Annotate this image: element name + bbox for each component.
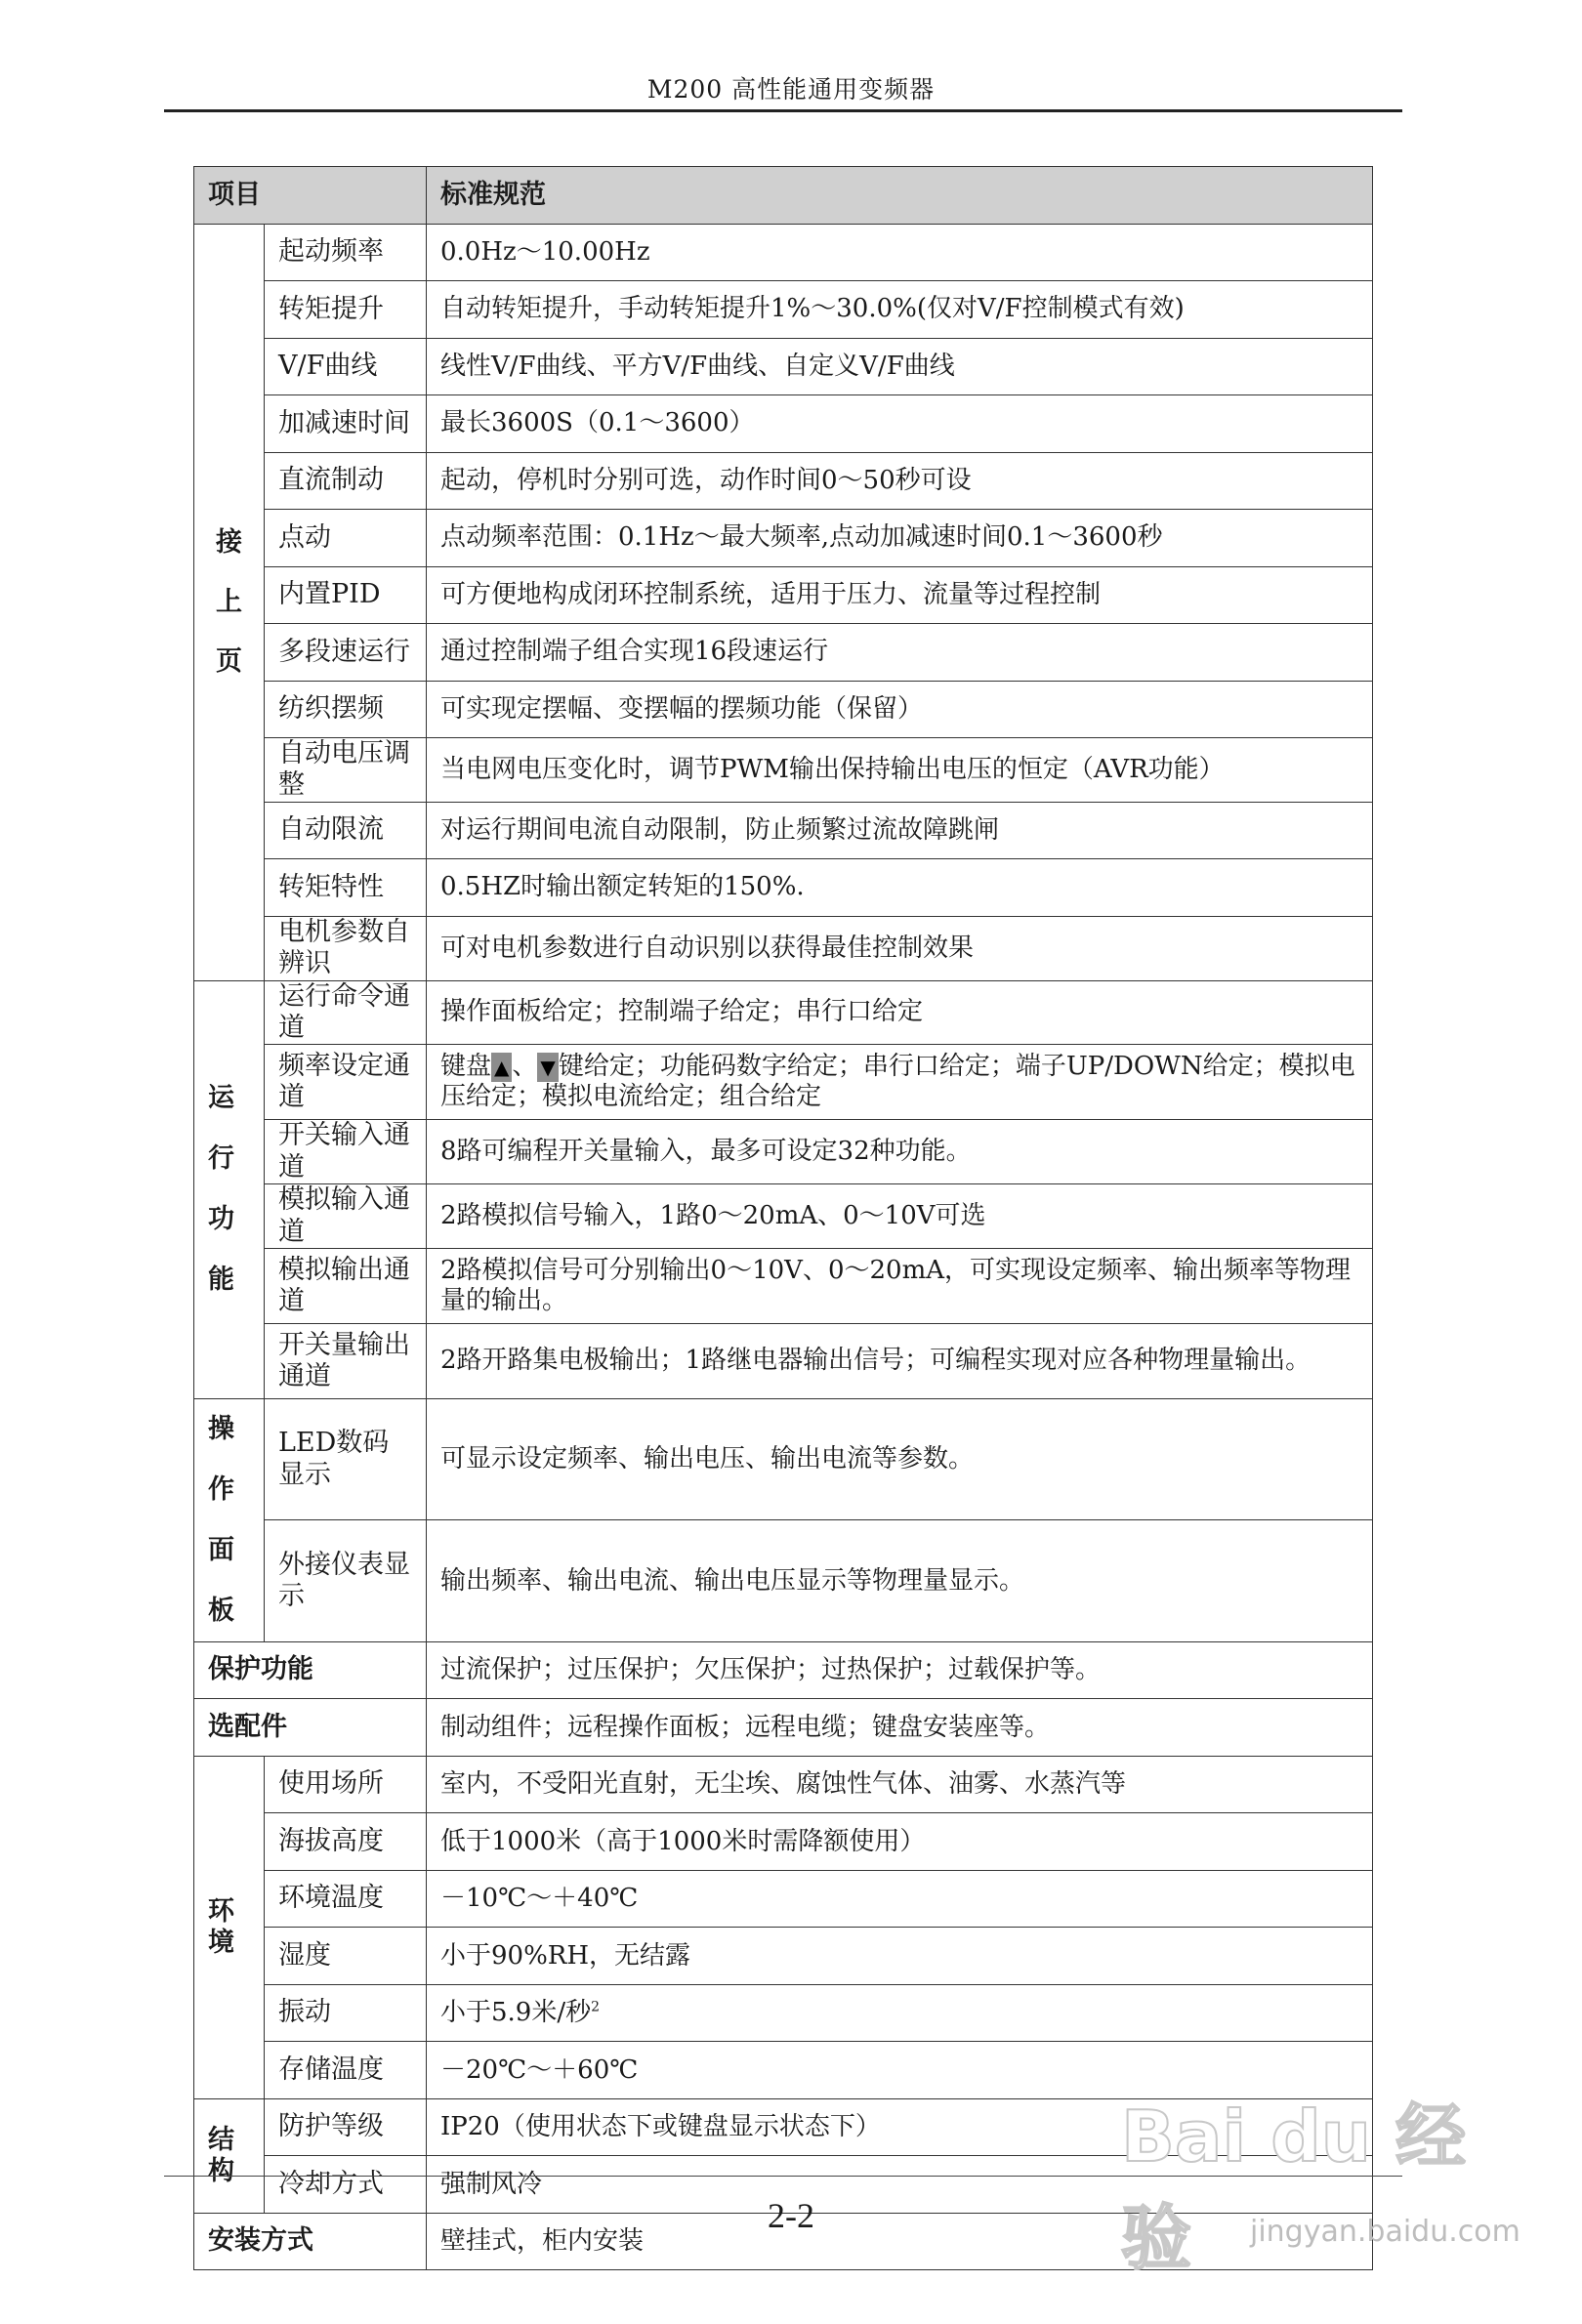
value-cell: 0.5HZ时输出额定转矩的150%. xyxy=(427,859,1373,917)
category-cell: 环境 xyxy=(194,1756,265,2098)
value-cell: 小于90%RH，无结露 xyxy=(427,1928,1373,1985)
table-row xyxy=(194,1520,1373,1642)
value-text: 、 xyxy=(512,1052,538,1082)
item-cell: 模拟输入通道 xyxy=(265,1184,427,1249)
item-cell: 转矩提升 xyxy=(265,281,427,339)
value-cell: 输出频率、输出电流、输出电压显示等物理量显示。 xyxy=(427,1520,1373,1642)
value-cell: 壁挂式，柜内安装 xyxy=(427,2213,1373,2270)
value-cell: 2路模拟信号可分别输出0～10V、0～20mA，可实现设定频率、输出频率等物理量的输出。 xyxy=(427,1248,1373,1323)
value-cell: 2路模拟信号输入，1路0～20mA、0～10V可选 xyxy=(427,1184,1373,1249)
category-cell: 安装方式 xyxy=(194,2213,427,2270)
table-row xyxy=(194,1928,1373,1985)
category-line: 功能 xyxy=(208,1204,234,1296)
table-row xyxy=(194,738,1373,803)
category-line: 面板 xyxy=(208,1534,234,1626)
value-cell: 可对电机参数进行自动识别以获得最佳控制效果 xyxy=(427,916,1373,980)
item-cell: 自动限流 xyxy=(265,802,427,859)
table-row xyxy=(194,1641,1373,1699)
value-cell: 点动频率范围：0.1Hz～最大频率,点动加减速时间0.1～3600秒 xyxy=(427,510,1373,567)
item-cell: 振动 xyxy=(265,1984,427,2042)
value-cell: 可显示设定频率、输出电压、输出电流等参数。 xyxy=(427,1398,1373,1520)
category-line: 页 xyxy=(216,646,242,678)
category-cell xyxy=(194,1398,265,1641)
watermark-url: jingyan.baidu.com xyxy=(1250,2215,1520,2249)
table-row xyxy=(194,1756,1373,1813)
item-cell: 电机参数自辨识 xyxy=(265,916,427,980)
value-cell: 室内，不受阳光直射，无尘埃、腐蚀性气体、油雾、水蒸汽等 xyxy=(427,1756,1373,1813)
column-header-spec: 标准规范 xyxy=(427,167,1373,225)
value-cell: 通过控制端子组合实现16段速运行 xyxy=(427,624,1373,682)
value-cell: －20℃～＋60℃ xyxy=(427,2042,1373,2099)
item-cell: 使用场所 xyxy=(265,1756,427,1813)
table-row xyxy=(194,1323,1373,1398)
item-cell: V/F曲线 xyxy=(265,338,427,395)
category-cell xyxy=(194,980,265,1398)
table-row xyxy=(194,802,1373,859)
value-cell: 0.0Hz～10.00Hz xyxy=(427,224,1373,281)
header-title: M200 高性能通用变频器 xyxy=(646,75,936,104)
table-row xyxy=(194,624,1373,682)
value-cell: 自动转矩提升，手动转矩提升1%～30.0%(仅对V/F控制模式有效) xyxy=(427,281,1373,339)
table-row xyxy=(194,1120,1373,1184)
down-arrow-key-icon: ▼ xyxy=(537,1053,558,1082)
item-cell: 外接仪表显示 xyxy=(265,1520,427,1642)
table-row xyxy=(194,980,1373,1045)
category-cell xyxy=(194,224,265,980)
table-row xyxy=(194,916,1373,980)
table-row xyxy=(194,1984,1373,2042)
item-cell: 开关输入通道 xyxy=(265,1120,427,1184)
item-cell: 防护等级 xyxy=(265,2098,427,2156)
item-cell: 湿度 xyxy=(265,1928,427,1985)
table-row xyxy=(194,281,1373,339)
value-text: 小于5.9米/秒 xyxy=(440,1998,592,2028)
value-cell: 可实现定摆幅、变摆幅的摆频功能（保留） xyxy=(427,681,1373,738)
value-cell: 对运行期间电流自动限制，防止频繁过流故障跳闸 xyxy=(427,802,1373,859)
table-row xyxy=(194,224,1373,281)
value-cell: 操作面板给定；控制端子给定；串行口给定 xyxy=(427,980,1373,1045)
table-row xyxy=(194,1184,1373,1249)
value-cell: 起动，停机时分别可选，动作时间0～50秒可设 xyxy=(427,452,1373,510)
table-header-row xyxy=(194,167,1373,225)
value-cell: 2路开路集电极输出；1路继电器输出信号；可编程实现对应各种物理量输出。 xyxy=(427,1323,1373,1398)
item-cell: 存储温度 xyxy=(265,2042,427,2099)
item-cell: 自动电压调整 xyxy=(265,738,427,803)
page-number: 2-2 xyxy=(768,2196,814,2235)
value-cell: 低于1000米（高于1000米时需降额使用） xyxy=(427,1813,1373,1871)
value-cell: 可方便地构成闭环控制系统，适用于压力、流量等过程控制 xyxy=(427,566,1373,624)
item-cell: 加减速时间 xyxy=(265,395,427,453)
category-cell: 选配件 xyxy=(194,1699,427,1757)
table-row xyxy=(194,338,1373,395)
value-cell: 过流保护；过压保护；欠压保护；过热保护；过载保护等。 xyxy=(427,1641,1373,1699)
item-cell: 海拔高度 xyxy=(265,1813,427,1871)
item-cell: 起动频率 xyxy=(265,224,427,281)
value-cell: 8路可编程开关量输入，最多可设定32种功能。 xyxy=(427,1120,1373,1184)
table-row xyxy=(194,395,1373,453)
item-cell: 点动 xyxy=(265,510,427,567)
table-row xyxy=(194,1870,1373,1928)
value-cell: 制动组件；远程操作面板；远程电缆；键盘安装座等。 xyxy=(427,1699,1373,1757)
category-line: 上 xyxy=(216,587,242,618)
table-row xyxy=(194,1398,1373,1520)
table-row xyxy=(194,452,1373,510)
item-cell: 内置PID xyxy=(265,566,427,624)
item-cell: 直流制动 xyxy=(265,452,427,510)
item-cell: 冷却方式 xyxy=(265,2156,427,2214)
item-cell: 转矩特性 xyxy=(265,859,427,917)
up-arrow-key-icon: ▲ xyxy=(491,1053,512,1082)
category-line: 接 xyxy=(216,527,242,559)
table-row xyxy=(194,566,1373,624)
table-row xyxy=(194,1045,1373,1120)
category-line: 操 作 xyxy=(208,1413,234,1505)
item-cell: LED数码显示 xyxy=(265,1398,427,1520)
value-cell xyxy=(427,1984,1373,2042)
item-cell: 环境温度 xyxy=(265,1870,427,1928)
item-cell: 开关量输出通道 xyxy=(265,1323,427,1398)
item-cell: 运行命令通道 xyxy=(265,980,427,1045)
value-cell xyxy=(427,1045,1373,1120)
table-row xyxy=(194,1813,1373,1871)
value-cell: 当电网电压变化时，调节PWM输出保持输出电压的恒定（AVR功能） xyxy=(427,738,1373,803)
item-cell: 模拟输出通道 xyxy=(265,1248,427,1323)
value-cell: －10℃～＋40℃ xyxy=(427,1870,1373,1928)
value-text: 键给定；功能码数字给定；串行口给定；端子UP/DOWN给定；模拟电压给定；模拟电流给定；组合给定 xyxy=(440,1052,1355,1112)
baidu-logo-text: Bai du 经验 xyxy=(1121,2096,1467,2279)
table-row xyxy=(194,1248,1373,1323)
category-cell: 保护功能 xyxy=(194,1641,427,1699)
superscript: 2 xyxy=(591,1999,601,2015)
category-line: 运 行 xyxy=(208,1083,234,1175)
value-cell: 最长3600S（0.1～3600） xyxy=(427,395,1373,453)
header-rule xyxy=(164,109,1402,112)
value-cell: 强制风冷 xyxy=(427,2156,1373,2214)
table-row xyxy=(194,859,1373,917)
baidu-watermark xyxy=(1103,2070,1520,2279)
table-row xyxy=(194,681,1373,738)
item-cell: 多段速运行 xyxy=(265,624,427,682)
category-cell: 结构 xyxy=(194,2098,265,2213)
value-cell: 线性V/F曲线、平方V/F曲线、自定义V/F曲线 xyxy=(427,338,1373,395)
column-header-item: 项目 xyxy=(194,167,427,225)
value-cell: IP20（使用状态下或键盘显示状态下） xyxy=(427,2098,1373,2156)
item-cell: 纺织摆频 xyxy=(265,681,427,738)
table-row xyxy=(194,510,1373,567)
table-row xyxy=(194,1699,1373,1757)
item-cell: 频率设定通道 xyxy=(265,1045,427,1120)
value-text: 键盘 xyxy=(440,1052,492,1082)
spec-table xyxy=(193,166,1373,2270)
